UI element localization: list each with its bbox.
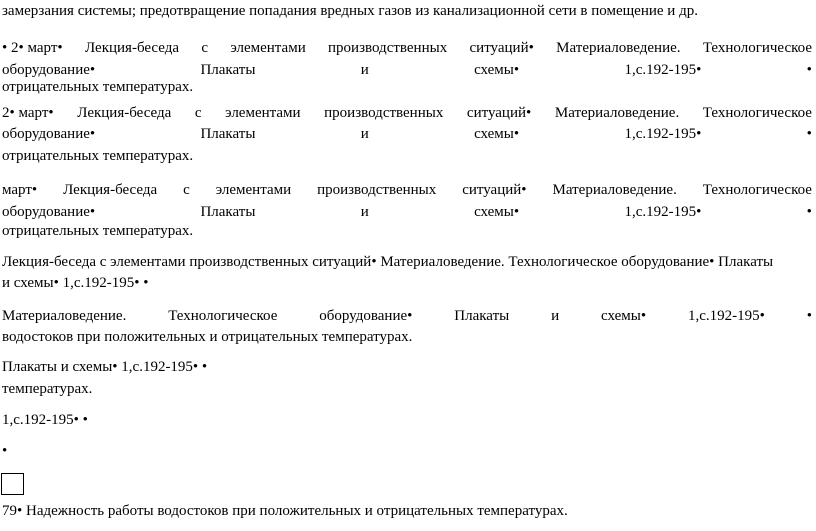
text-line xyxy=(2,38,812,58)
text-word: и xyxy=(360,204,369,220)
text-word: • 2• март• xyxy=(2,40,63,56)
text-word: оборудование• xyxy=(2,126,96,142)
text-word: и xyxy=(360,62,369,78)
text-word: Материаловедение. xyxy=(2,308,127,324)
text-word: ситуаций• xyxy=(462,182,527,198)
text-word: производственных xyxy=(324,105,444,121)
text-word: Лекция-беседа xyxy=(77,105,172,121)
text-word: отрицательных температурах. xyxy=(2,148,194,164)
text-word: • xyxy=(806,204,812,220)
text-line xyxy=(2,306,812,326)
text-word: ситуаций• xyxy=(466,105,532,121)
text-word: • xyxy=(806,308,812,324)
text-word: схемы• xyxy=(474,126,520,142)
text-word: отрицательных температурах. xyxy=(2,223,194,239)
text-word: элементами xyxy=(215,182,292,198)
text-word: схемы• xyxy=(474,62,520,78)
text-word: Технологическое xyxy=(702,40,812,56)
text-word: оборудование• xyxy=(319,308,413,324)
text-word: производственных xyxy=(328,40,448,56)
text-line xyxy=(2,146,812,166)
text-line xyxy=(2,77,812,97)
text-word: оборудование• xyxy=(2,204,96,220)
text-word: Лекция-беседа с элементами производственных ситуаций• Материаловедение. Технологическое оборудование• Плакаты xyxy=(2,254,774,270)
text-word: Плакаты и схемы• 1,с.192-195• • xyxy=(2,359,208,375)
text-word: Материаловедение. xyxy=(552,182,677,198)
text-word: Технологическое xyxy=(702,105,812,121)
text-word: Плакаты xyxy=(200,126,256,142)
text-word: и xyxy=(551,308,560,324)
text-word: 79• Надежность работы водостоков при положительных и отрицательных температурах. xyxy=(2,503,568,519)
text-word: с xyxy=(183,182,190,198)
empty-box xyxy=(1,473,24,495)
text-word: Технологическое xyxy=(168,308,278,324)
text-word: 1,с.192-195• xyxy=(624,204,702,220)
text-word: отрицательных температурах. xyxy=(2,79,194,95)
text-word: схемы• xyxy=(601,308,647,324)
text-word: 1,с.192-195• xyxy=(624,126,702,142)
text-line xyxy=(2,1,812,21)
text-word: производственных xyxy=(317,182,437,198)
text-word: • xyxy=(806,126,812,142)
text-line xyxy=(2,441,812,461)
text-word: 1,с.192-195• xyxy=(624,62,702,78)
text-word: Плакаты xyxy=(200,204,256,220)
text-word: Лекция-беседа xyxy=(63,182,158,198)
text-line xyxy=(2,379,812,399)
text-word: ситуаций• xyxy=(469,40,534,56)
text-line xyxy=(2,410,812,430)
text-line xyxy=(2,180,812,200)
text-word: и xyxy=(360,126,369,142)
text-word: оборудование• xyxy=(2,62,96,78)
text-line xyxy=(2,124,812,144)
text-word: Технологическое xyxy=(702,182,812,198)
text-line xyxy=(2,273,812,293)
text-word: • xyxy=(806,62,812,78)
text-word: и схемы• 1,с.192-195• • xyxy=(2,275,149,291)
text-word: с xyxy=(201,40,208,56)
text-word: водостоков при положительных и отрицательных температурах. xyxy=(2,329,413,345)
text-word: Плакаты xyxy=(454,308,510,324)
text-word: замерзания системы; предотвращение попадания вредных газов из канализационной сети в помещение и др. xyxy=(2,3,698,19)
text-line xyxy=(2,501,812,521)
text-line xyxy=(2,202,812,222)
text-word: 1,с.192-195• xyxy=(687,308,765,324)
text-word: 1,с.192-195• • xyxy=(2,412,88,428)
text-word: Лекция-беседа xyxy=(84,40,180,56)
text-word: температурах. xyxy=(2,381,93,397)
text-word: Материаловедение. xyxy=(556,40,681,56)
text-line xyxy=(2,221,812,241)
text-word: элементами xyxy=(225,105,301,121)
text-line xyxy=(2,252,812,272)
text-word: элементами xyxy=(230,40,306,56)
text-word: 2• март• xyxy=(2,105,54,121)
text-word: с xyxy=(194,105,202,121)
text-line xyxy=(2,357,812,377)
text-word: Плакаты xyxy=(200,62,256,78)
text-line xyxy=(2,327,812,347)
text-word: март• xyxy=(2,182,38,198)
text-word: • xyxy=(2,443,8,459)
text-word: Материаловедение. xyxy=(554,105,680,121)
text-line xyxy=(2,103,812,123)
text-word: схемы• xyxy=(474,204,520,220)
